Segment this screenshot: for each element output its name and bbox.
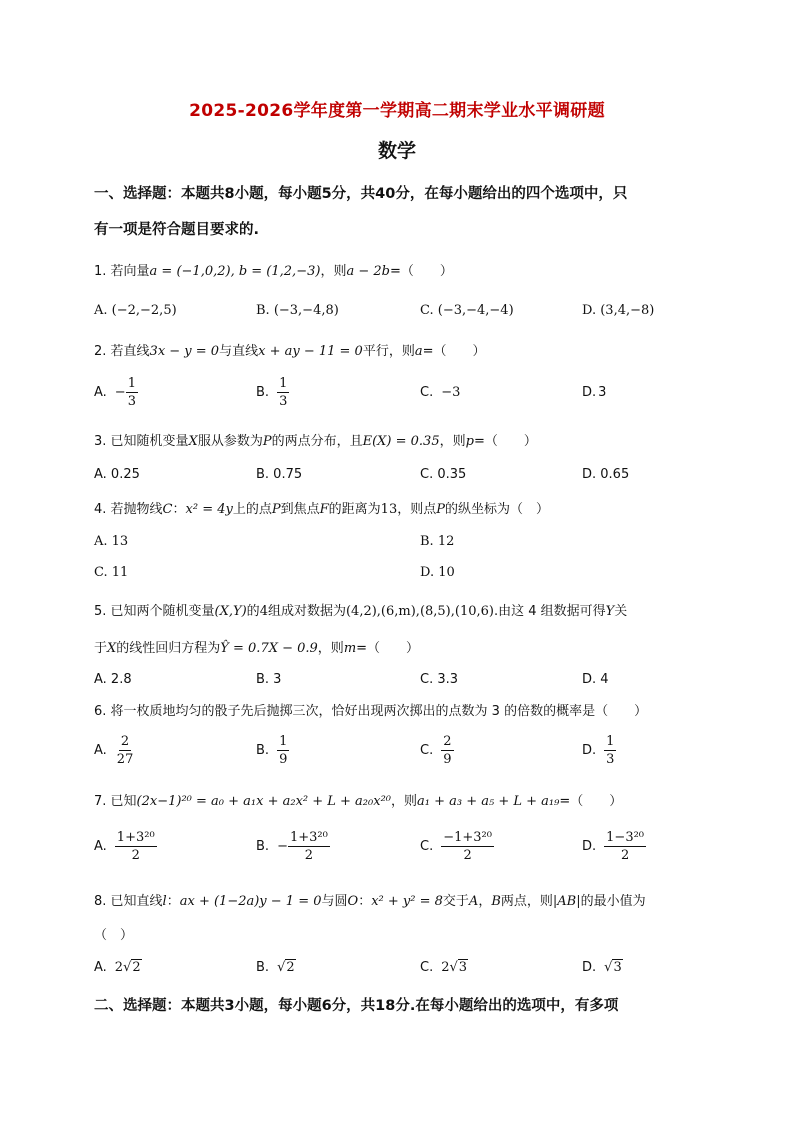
denominator: 2 bbox=[620, 848, 630, 863]
q5-option-b: B. 3 bbox=[256, 672, 282, 687]
q2-option-b-fraction bbox=[277, 375, 289, 410]
question-6: 6. 将一枚质地均匀的骰子先后抛掷三次，恰好出现两次掷出的点数为 3 的倍数的概率是（ ） bbox=[94, 704, 648, 719]
q5-y: Y bbox=[605, 604, 615, 619]
q6-option-a bbox=[94, 733, 135, 768]
q8-text-f: 的最小值为 bbox=[580, 894, 646, 909]
q4-tail: 的纵坐标为（ ） bbox=[444, 502, 549, 517]
q4-option-b: B. 12 bbox=[420, 534, 455, 549]
q8-option-b bbox=[256, 960, 296, 975]
q6-option-c-label: C. bbox=[420, 743, 434, 758]
q2-option-a-label: A. bbox=[94, 385, 107, 400]
subject-title: 数学 bbox=[377, 140, 416, 162]
q2-option-b bbox=[256, 375, 289, 410]
q8-text-c: 交于 bbox=[442, 894, 469, 909]
q7-option-d-fraction bbox=[604, 829, 646, 864]
coefficient: 2 bbox=[441, 960, 450, 975]
q7-option-c bbox=[420, 829, 494, 864]
q7-option-a-fraction bbox=[115, 829, 157, 864]
q2-line2: x + ay − 11 = 0 bbox=[258, 344, 363, 359]
numerator: 1 bbox=[279, 734, 288, 749]
numerator: −1+3²⁰ bbox=[443, 830, 492, 845]
question-5-line2 bbox=[94, 637, 704, 656]
section1-heading-line1: 一、选择题：本题共8小题，每小题5分，共40分，在每小题给出的四个选项中，只 bbox=[94, 186, 628, 202]
q7-sum: a₁ + a₃ + a₅ + L + a₁₉ bbox=[417, 794, 560, 809]
q8-option-d-label: D. bbox=[582, 960, 597, 975]
q8-b: B bbox=[491, 894, 501, 909]
q8-ab: |AB| bbox=[552, 894, 581, 909]
q5-text-f: 于 bbox=[94, 641, 108, 656]
numerator: 1 bbox=[279, 376, 288, 391]
q8-option-a bbox=[94, 960, 142, 975]
q8-text-e: 两点，则 bbox=[500, 894, 553, 909]
q2-option-c bbox=[420, 385, 460, 400]
numerator: 1 bbox=[127, 376, 136, 391]
q4-point2: P bbox=[436, 502, 445, 517]
q7-option-a bbox=[94, 829, 157, 864]
q8-text-d: ， bbox=[478, 894, 492, 909]
q2-var: a bbox=[414, 344, 423, 359]
q6-option-d bbox=[582, 733, 616, 768]
q5-option-c: C. 3.3 bbox=[420, 672, 459, 687]
question-5-line1 bbox=[94, 600, 704, 619]
q1-prefix: 1. 若向量 bbox=[94, 264, 150, 279]
q4-text-d: 的距离为 bbox=[328, 502, 381, 517]
q8-option-c bbox=[420, 960, 468, 975]
q5-text-h: ，则 bbox=[317, 641, 344, 656]
q8-option-d bbox=[582, 960, 623, 975]
q7-option-c-label: C. bbox=[420, 839, 434, 854]
numerator: 1+3²⁰ bbox=[116, 830, 155, 845]
question-1 bbox=[94, 260, 704, 279]
q2-option-a bbox=[94, 375, 138, 410]
q8-circle-eq: x² + y² = 8 bbox=[371, 894, 443, 909]
q2-text-c: 平行，则 bbox=[362, 344, 415, 359]
denominator: 2 bbox=[304, 848, 314, 863]
q5-text-c: 组成对数据为 bbox=[267, 604, 346, 619]
q5-four: 4 bbox=[259, 604, 268, 619]
q8-option-a-value: 2√2 bbox=[114, 960, 141, 975]
q2-option-a-fraction bbox=[126, 375, 138, 410]
q3-x: X bbox=[188, 434, 198, 449]
numerator: 2 bbox=[120, 734, 130, 749]
q8-l: l bbox=[162, 894, 167, 909]
denominator: 9 bbox=[443, 752, 452, 767]
q1-suffix: ，则 bbox=[320, 264, 347, 279]
q8-colon: ： bbox=[166, 894, 180, 909]
q8-text-b: 与圆 bbox=[321, 894, 348, 909]
question-3 bbox=[94, 430, 704, 449]
q6-option-c-fraction bbox=[441, 733, 453, 768]
q6-option-d-label: D. bbox=[582, 743, 597, 758]
q4-parabola: x² = 4y bbox=[185, 502, 233, 517]
q4-option-c: C. 11 bbox=[94, 565, 129, 580]
q2-option-d bbox=[582, 385, 606, 400]
q3-text-c: 的两点分布，且 bbox=[271, 434, 363, 449]
q6-option-b-label: B. bbox=[256, 743, 270, 758]
denominator: 9 bbox=[279, 752, 288, 767]
q5-x: X bbox=[107, 641, 117, 656]
q8-a: A bbox=[468, 894, 479, 909]
q4-point: P bbox=[271, 502, 281, 517]
numerator: 1+3²⁰ bbox=[289, 830, 328, 845]
section1-heading-line2: 有一项是符合题目要求的. bbox=[94, 222, 260, 238]
q8-line-eq: ax + (1−2a)y − 1 = 0 bbox=[179, 894, 322, 909]
q3-p: P bbox=[262, 434, 272, 449]
q4-colon: ： bbox=[172, 502, 186, 517]
question-7 bbox=[94, 790, 704, 809]
denominator: 2 bbox=[131, 848, 140, 863]
numerator: 1 bbox=[606, 734, 615, 749]
q7-expansion: (2x−1)²⁰ = a₀ + a₁x + a₂x² + L + a₂₀x²⁰ bbox=[136, 794, 391, 809]
q2-option-b-label: B. bbox=[256, 385, 270, 400]
q7-option-b-fraction bbox=[288, 829, 330, 864]
q1-option-d: D. (3,4,−8) bbox=[582, 303, 655, 318]
q5-text-d: .由这 4 组数据可得 bbox=[493, 604, 606, 619]
q8-option-d-value: √3 bbox=[604, 960, 622, 975]
q4-option-d: D. 10 bbox=[420, 565, 455, 580]
q2-tail: =（ ） bbox=[422, 344, 486, 359]
q1-option-c: C. (−3,−4,−4) bbox=[420, 303, 514, 318]
q3-text-b: 服从参数为 bbox=[197, 434, 263, 449]
q2-option-c-label: C. bbox=[420, 385, 434, 400]
denominator: 3 bbox=[606, 752, 615, 767]
q4-c: C bbox=[162, 502, 173, 517]
q5-text-a: 5. 已知两个随机变量 bbox=[94, 604, 215, 619]
q3-text-a: 3. 已知随机变量 bbox=[94, 434, 189, 449]
q2-line1: 3x − y = 0 bbox=[149, 344, 220, 359]
exam-title: 2025-2026学年度第一学期高二期末学业水平调研题 bbox=[189, 101, 605, 121]
denominator: 3 bbox=[127, 394, 136, 409]
q7-option-d-label: D. bbox=[582, 839, 597, 854]
q7-option-b-sign: − bbox=[277, 839, 288, 854]
q8-option-b-label: B. bbox=[256, 960, 270, 975]
q4-text-c: 到焦点 bbox=[280, 502, 320, 517]
denominator: 27 bbox=[116, 752, 134, 767]
denominator: 2 bbox=[463, 848, 472, 863]
section2-heading-line1: 二、选择题：本题共3小题，每小题6分，共18分.在每小题给出的选项中，有多项 bbox=[94, 998, 619, 1014]
q3-option-d: D. 0.65 bbox=[582, 467, 630, 482]
q8-colon2: ： bbox=[358, 894, 372, 909]
q8-text-a: 8. 已知直线 bbox=[94, 894, 163, 909]
radicand: 3 bbox=[613, 960, 622, 975]
q3-option-a: A. 0.25 bbox=[94, 467, 140, 482]
q8-option-b-value: √2 bbox=[277, 960, 295, 975]
question-8-line2: （ ） bbox=[94, 928, 134, 943]
denominator: 3 bbox=[279, 394, 288, 409]
q5-xy: (X,Y) bbox=[214, 604, 247, 619]
coefficient: 2 bbox=[114, 960, 124, 975]
q5-option-a: A. 2.8 bbox=[94, 672, 132, 687]
q3-option-c: C. 0.35 bbox=[420, 467, 467, 482]
q6-option-a-label: A. bbox=[94, 743, 107, 758]
q6-option-a-fraction bbox=[115, 733, 136, 768]
question-8-line1 bbox=[94, 890, 704, 909]
q3-text-d: ，则 bbox=[439, 434, 466, 449]
radicand: 2 bbox=[132, 960, 141, 975]
q6-option-b-fraction bbox=[277, 733, 289, 768]
q7-text-b: ，则 bbox=[391, 794, 418, 809]
q7-tail: =（ ） bbox=[559, 794, 623, 809]
q5-tail: =（ ） bbox=[356, 641, 420, 656]
q7-option-d bbox=[582, 829, 646, 864]
q2-option-a-sign: − bbox=[114, 385, 126, 400]
q7-option-b-label: B. bbox=[256, 839, 270, 854]
q2-option-c-value: −3 bbox=[441, 385, 461, 400]
q4-text-a: 4. 若抛物线 bbox=[94, 502, 163, 517]
q7-option-a-label: A. bbox=[94, 839, 107, 854]
q3-tail: =（ ） bbox=[473, 434, 537, 449]
q6-option-b bbox=[256, 733, 289, 768]
numerator: 2 bbox=[443, 734, 452, 749]
q8-option-a-label: A. bbox=[94, 960, 107, 975]
q7-option-b bbox=[256, 829, 330, 864]
q5-regression: Ŷ = 0.7X − 0.9 bbox=[220, 641, 318, 656]
q8-option-c-value: 2√3 bbox=[441, 960, 468, 975]
q5-pairs: (4,2),(6,m),(8,5),(10,6) bbox=[345, 604, 494, 619]
q3-expectation: E(X) = 0.35 bbox=[362, 434, 440, 449]
q1-vectors: a = (−1,0,2), b = (1,2,−3) bbox=[149, 264, 321, 279]
question-4 bbox=[94, 498, 704, 517]
q8-o: O bbox=[347, 894, 359, 909]
q5-text-g: 的线性回归方程为 bbox=[116, 641, 221, 656]
q2-option-d-value: 3 bbox=[598, 385, 607, 400]
radicand: 3 bbox=[458, 960, 468, 975]
numerator: 1−3²⁰ bbox=[606, 830, 645, 845]
q1-option-a: A. (−2,−2,5) bbox=[94, 303, 177, 318]
q2-text-b: 与直线 bbox=[219, 344, 259, 359]
q8-option-c-label: C. bbox=[420, 960, 434, 975]
q4-text-b: 上的点 bbox=[232, 502, 272, 517]
q5-m: m bbox=[343, 641, 357, 656]
q5-text-b: 的 bbox=[246, 604, 260, 619]
q7-text-a: 7. 已知 bbox=[94, 794, 137, 809]
radicand: 2 bbox=[286, 960, 295, 975]
q4-option-a: A. 13 bbox=[94, 534, 129, 549]
q2-text-a: 2. 若直线 bbox=[94, 344, 150, 359]
q4-focus: F bbox=[319, 502, 329, 517]
q1-option-b: B. (−3,−4,8) bbox=[256, 303, 339, 318]
q7-option-c-fraction bbox=[441, 829, 494, 864]
q1-tail: =（ ） bbox=[389, 264, 453, 279]
q4-text-e: ，则点 bbox=[397, 502, 437, 517]
question-2 bbox=[94, 340, 704, 359]
q1-expr: a − 2b bbox=[346, 264, 390, 279]
q6-option-c bbox=[420, 733, 454, 768]
q3-option-b: B. 0.75 bbox=[256, 467, 303, 482]
q5-text-e: 关 bbox=[614, 604, 628, 619]
q2-option-d-label: D. bbox=[582, 385, 597, 400]
q6-option-d-fraction bbox=[604, 733, 616, 768]
q4-distance: 13 bbox=[380, 502, 398, 517]
q3-p2: p bbox=[465, 434, 474, 449]
q5-option-d: D. 4 bbox=[582, 672, 609, 687]
